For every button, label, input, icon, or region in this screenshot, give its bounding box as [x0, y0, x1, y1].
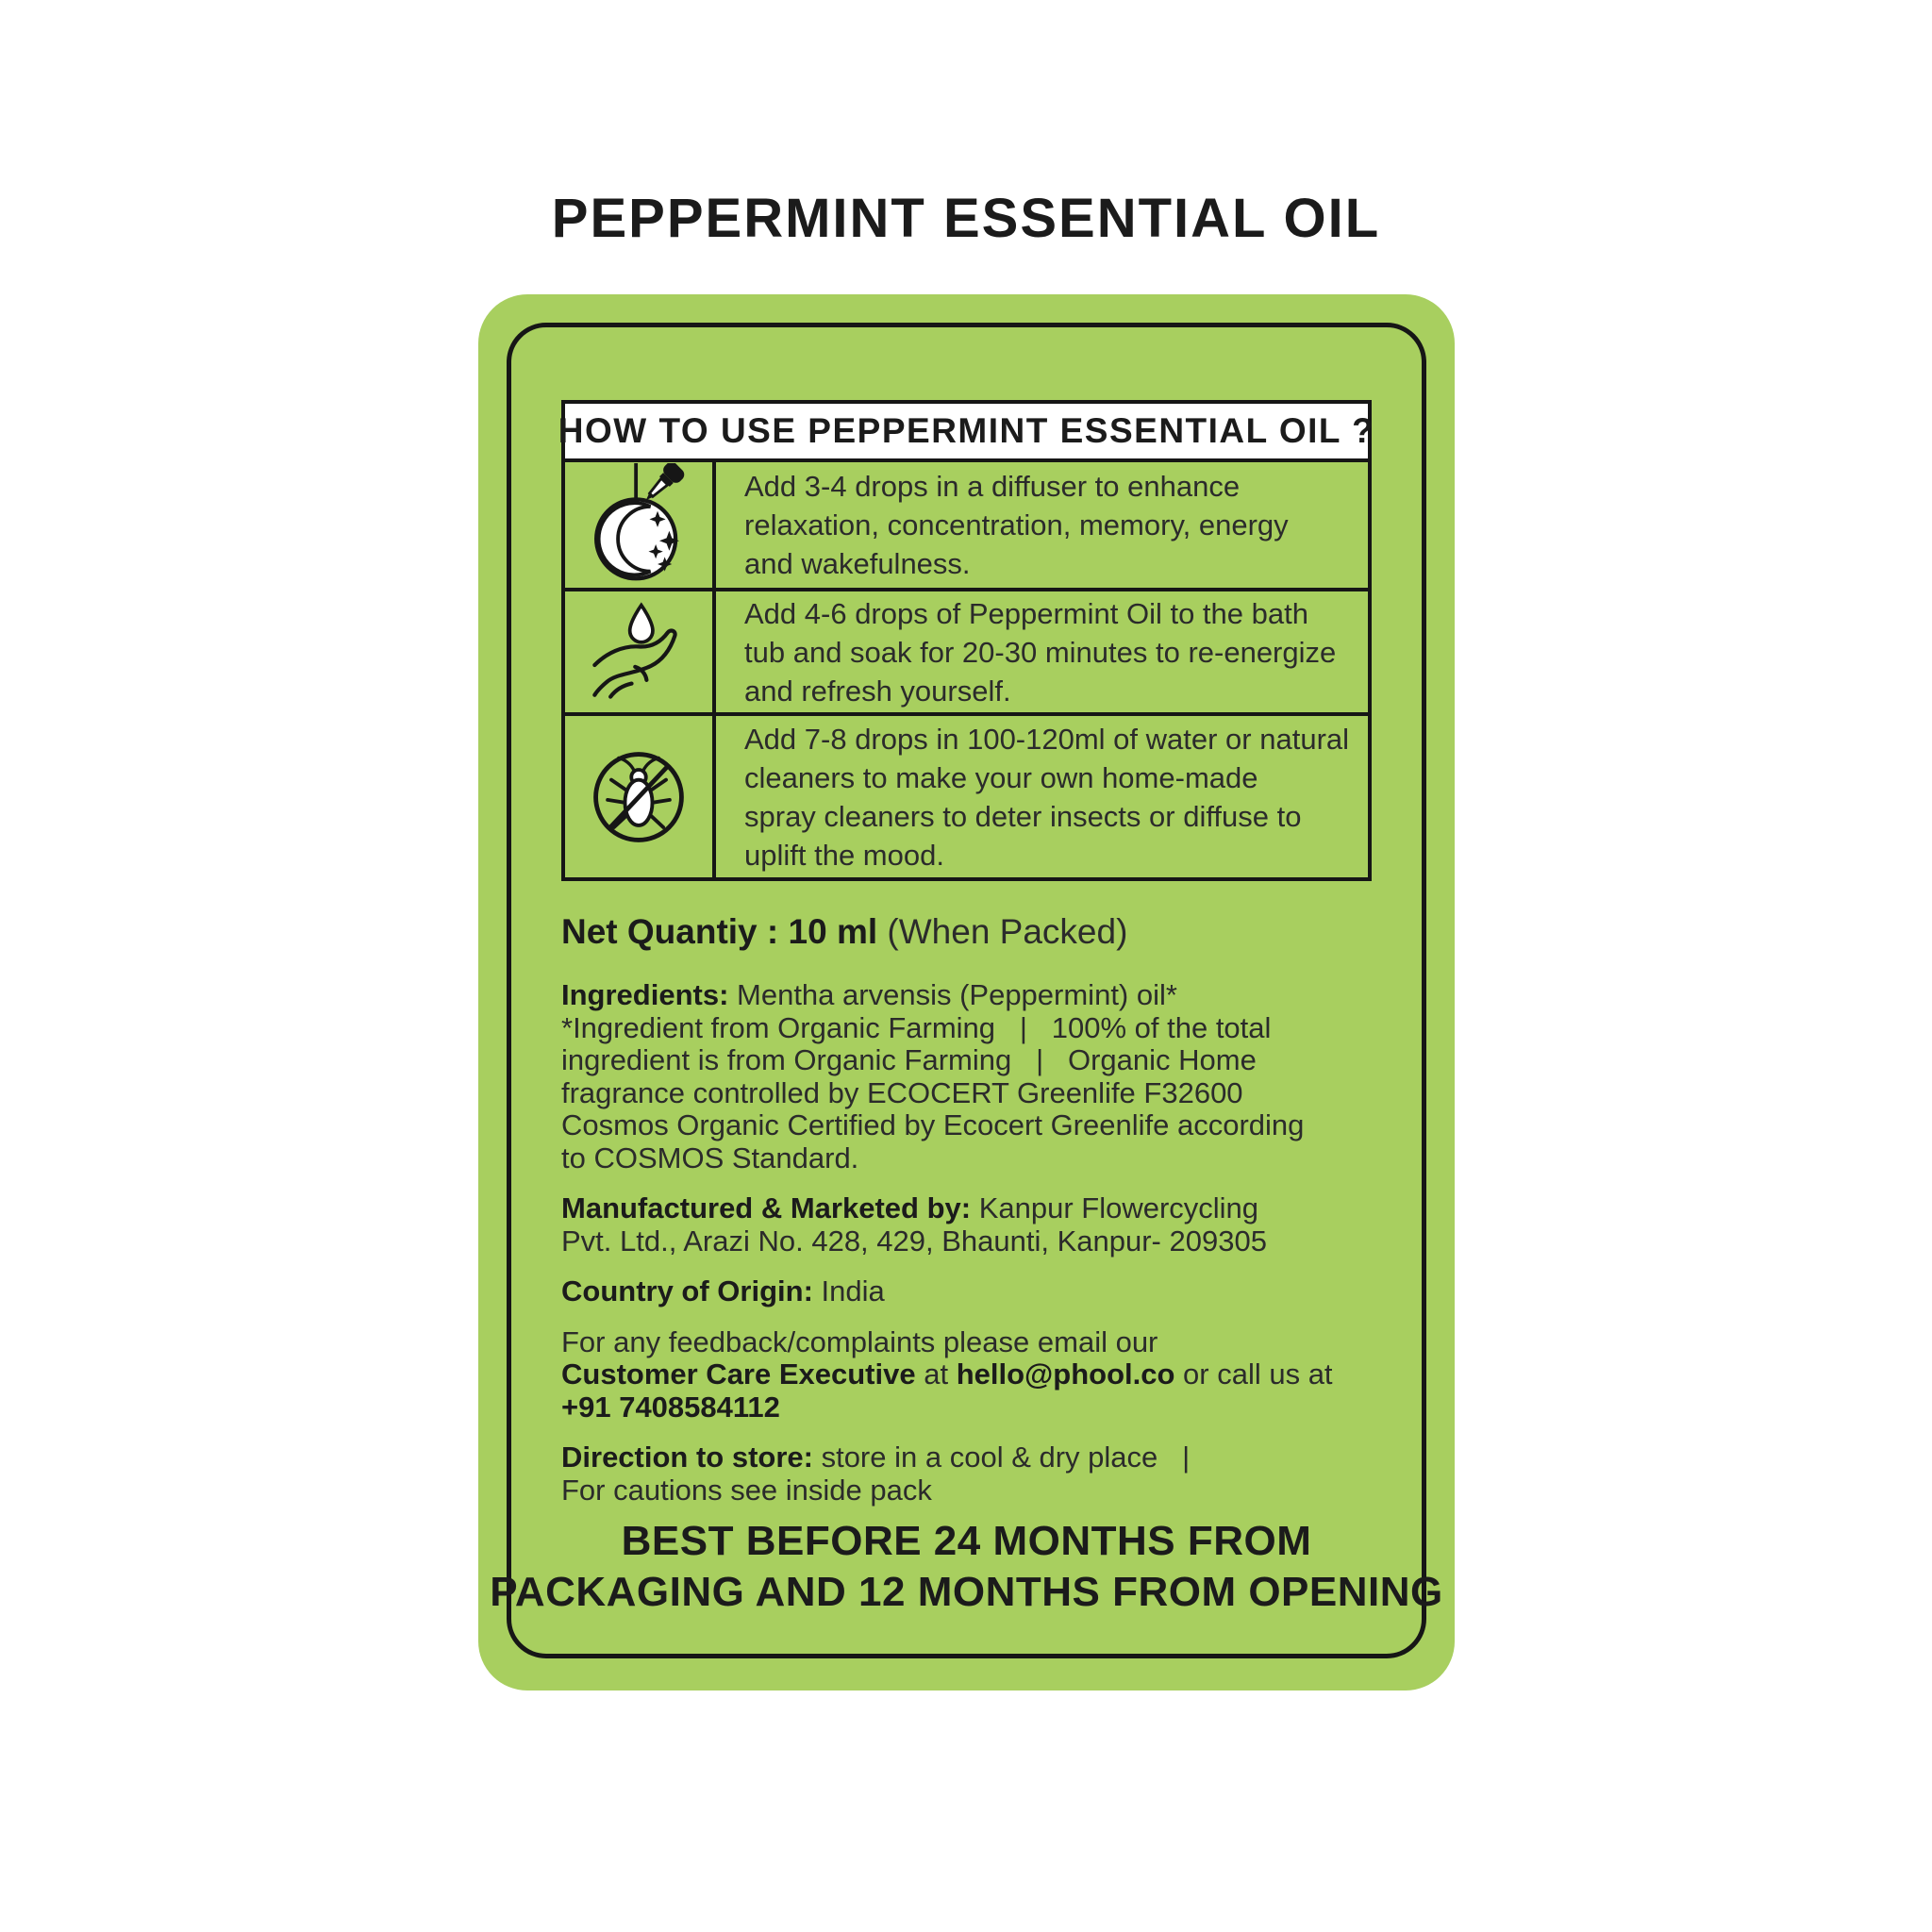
row-text: [716, 591, 1368, 712]
text-line: Ingredients: Mentha arvensis (Peppermint) oil*: [561, 978, 1177, 1011]
text-line: cleaners to make your own home-made: [744, 760, 1258, 794]
text-line: Customer Care Executive at hello@phool.co or call us at: [561, 1357, 1333, 1391]
net-quantity-label: Net Quantiy : 10 ml: [561, 912, 878, 951]
text-line: relaxation, concentration, memory, energy: [744, 508, 1289, 541]
text-line: fragrance controlled by ECOCERT Greenlife F32600: [561, 1075, 1243, 1109]
hand-drop-icon: [586, 595, 691, 708]
best-before-line1: BEST BEFORE 24 MONTHS FROM: [621, 1518, 1312, 1564]
country-of-origin: [561, 1275, 1439, 1308]
page-title: PEPPERMINT ESSENTIAL OIL: [551, 188, 1381, 249]
customer-care: [561, 1326, 1439, 1424]
text-line: For cautions see inside pack: [561, 1473, 932, 1507]
best-before-line2: PACKAGING AND 12 MONTHS FROM OPENING: [490, 1569, 1443, 1615]
table-row: [561, 462, 1372, 591]
text-line: Country of Origin: India: [561, 1274, 885, 1307]
text-line: Add 4-6 drops of Peppermint Oil to the bath: [744, 596, 1308, 630]
net-quantity-suffix: (When Packed): [877, 912, 1128, 951]
text-line: Cosmos Organic Certified by Ecocert Greenlife according: [561, 1108, 1305, 1141]
how-to-use-header: HOW TO USE PEPPERMINT ESSENTIAL OIL ?: [561, 400, 1372, 462]
text-line: Add 7-8 drops in 100-120ml of water or natural: [744, 722, 1350, 756]
text-line: Manufactured & Marketed by: Kanpur Flowercycling: [561, 1191, 1259, 1224]
row-text: [716, 716, 1368, 877]
no-insects-icon: [584, 742, 693, 852]
text-line: spray cleaners to deter insects or diffuse to: [744, 799, 1302, 833]
direction-to-store: [561, 1441, 1439, 1507]
text-line: to COSMOS Standard.: [561, 1141, 859, 1174]
moon-diffuser-icon: [580, 463, 697, 588]
label-body-text: [561, 979, 1439, 1524]
text-line: For any feedback/complaints please email our: [561, 1324, 1158, 1358]
best-before-note: [478, 1516, 1455, 1618]
label-card: [478, 294, 1455, 1690]
text-line: Pvt. Ltd., Arazi No. 428, 429, Bhaunti, Kanpur- 209305: [561, 1224, 1267, 1257]
icon-cell: [565, 462, 716, 588]
ingredients: [561, 979, 1439, 1174]
text-line: Direction to store: store in a cool & dry place |: [561, 1441, 1191, 1474]
table-row: [561, 716, 1372, 881]
text-line: and refresh yourself.: [744, 674, 1011, 708]
text-line: Add 3-4 drops in a diffuser to enhance: [744, 470, 1241, 503]
manufactured-by: [561, 1192, 1439, 1257]
text-line: *Ingredient from Organic Farming | 100% of the total: [561, 1010, 1272, 1044]
text-line: +91 7408584112: [561, 1390, 780, 1424]
net-quantity: [561, 912, 1127, 952]
how-to-use-table: [558, 400, 1375, 881]
text-line: ingredient is from Organic Farming | Organic Home: [561, 1043, 1257, 1076]
text-line: and wakefulness.: [744, 547, 971, 580]
icon-cell: [565, 716, 716, 877]
text-line: tub and soak for 20-30 minutes to re-energize: [744, 635, 1337, 669]
text-line: uplift the mood.: [744, 838, 944, 872]
row-text: [716, 462, 1368, 588]
icon-cell: [565, 591, 716, 712]
table-row: [561, 591, 1372, 716]
